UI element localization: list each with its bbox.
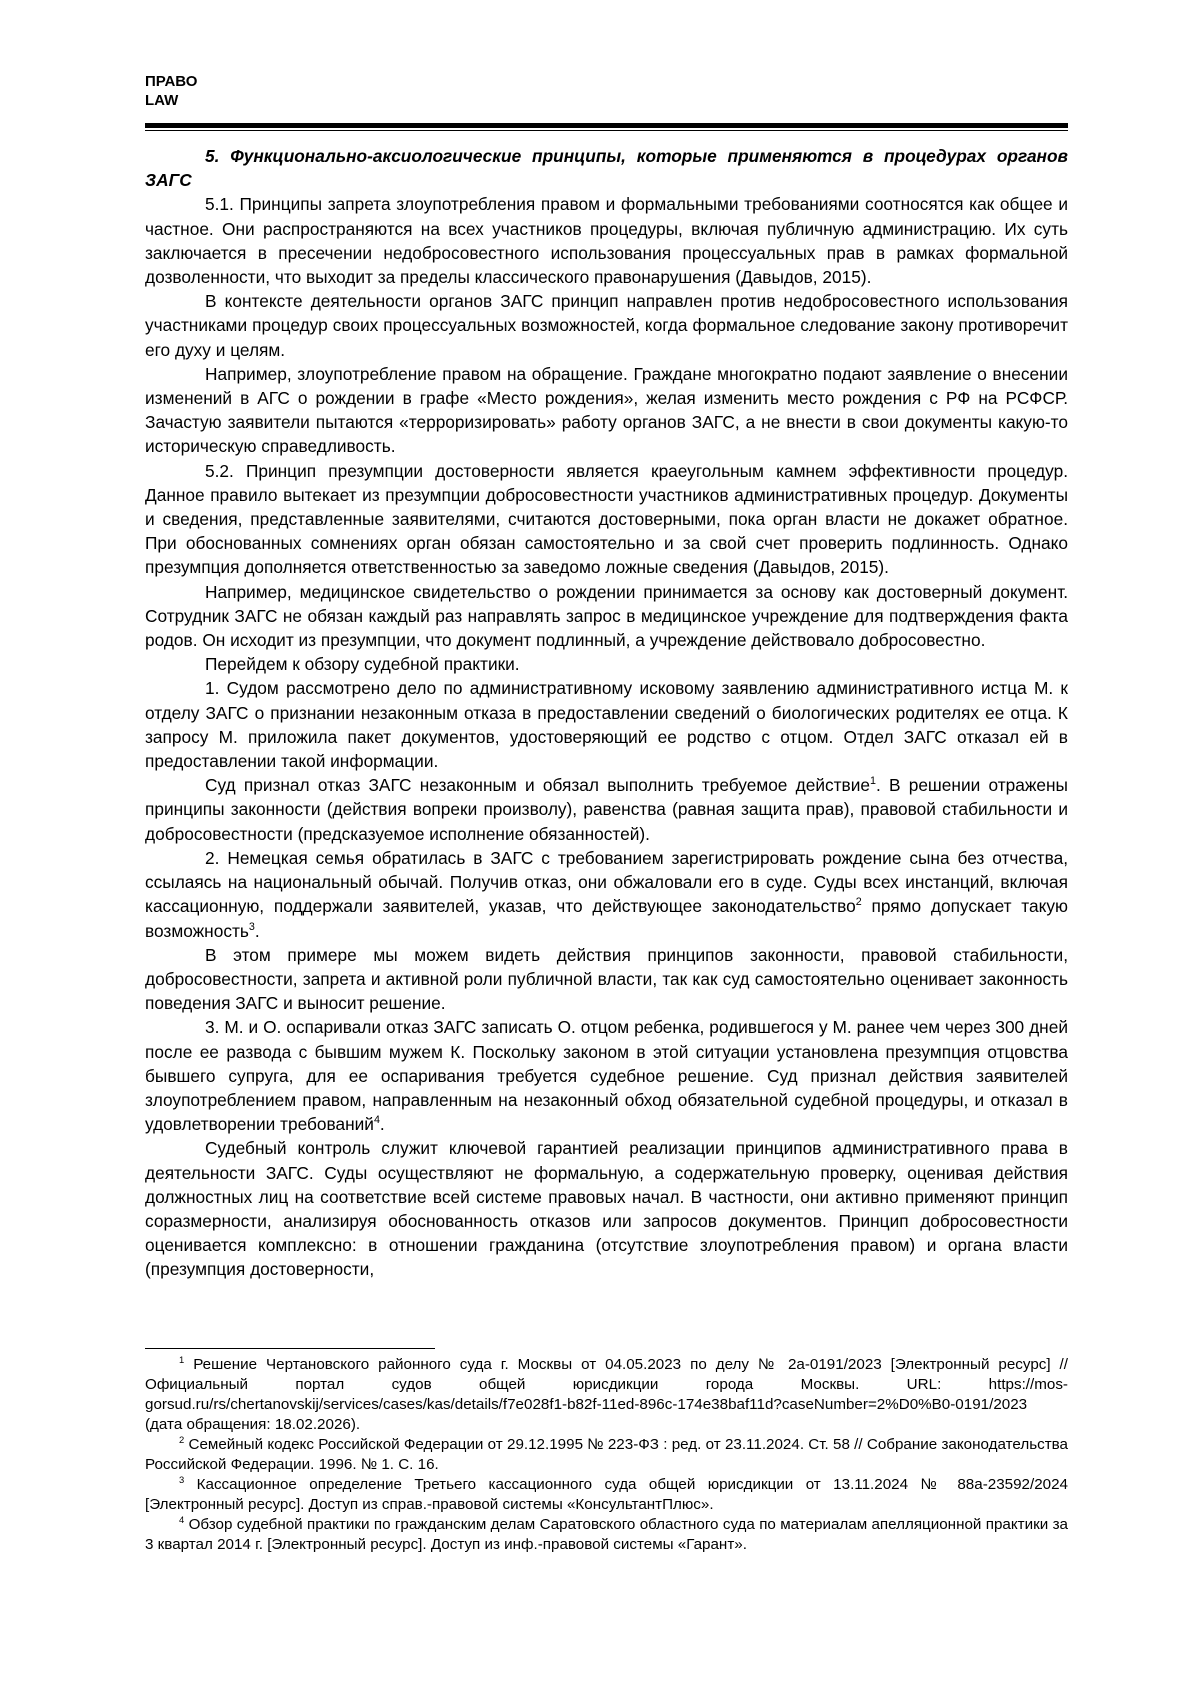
journal-header bbox=[145, 72, 197, 110]
header-rule-thick bbox=[145, 123, 1068, 128]
paragraph-text: 2. Немецкая семья обратилась в ЗАГС с требованием зарегистрировать рождение сына без отчества, ссылаясь на национальный обычай. Получив отказ, они обжаловали его в суде. Суды всех инстанций, включая кассационную, поддержали заявителей, указав, что действующее законодательство bbox=[145, 847, 1068, 917]
paragraph-text: . bbox=[379, 1114, 385, 1135]
footnote-ref[interactable]: 1 bbox=[869, 775, 876, 788]
footnote-text: Кассационное определение Третьего кассационного суда общей юрисдикции от 13.11.2024 № 88а-23592/2024 [Электронный ресурс]. Доступ из справ.-правовой системы «КонсультантПлюс». bbox=[145, 1476, 1068, 1513]
header-line-en: LAW bbox=[145, 92, 179, 109]
article-body bbox=[145, 144, 1068, 1282]
footnote-ref[interactable]: 2 bbox=[855, 896, 862, 909]
footnote-text: Обзор судебной практики по гражданским делам Саратовского областного суда по материалам апелляционной практики за 3 квартал 2014 г. [Электронный ресурс]. Доступ из инф.-правовой системы «Гарант». bbox=[145, 1516, 1068, 1553]
section-heading: 5. Функционально-аксиологические принципы, которые применяются в процедурах органов ЗАГС bbox=[145, 146, 1068, 191]
paragraph: 5.1. Принципы запрета злоупотребления правом и формальными требованиями соотносятся как общее и частное. Они распространяются на всех участников процедуры, включая публичную администрацию. Их суть заключается в пресечении недобросовестного использования процессуальных прав в рамках формальной дозволенности, что выходит за пределы классического правонарушения (Давыдов, 2015). bbox=[145, 194, 1068, 288]
footnote-text: Решение Чертановского районного суда г. Москвы от 04.05.2023 по делу № 2а-0191/2023 [Электронный ресурс] // Официальный портал судов общей юрисдикции города Москвы. URL: https://mos-gorsud.ru/rs/chertanovskij/services/cases/kas/details/f7e028f1-b82f-11ed-896c-174e38baf11d?caseNumber=2%D0%B0-0191/2023 (дата обращения: 18.02.2026). bbox=[145, 1356, 1068, 1433]
footnote bbox=[145, 1515, 1068, 1555]
paragraph-text: . bbox=[254, 920, 260, 941]
footnote-number: 4 bbox=[179, 1513, 185, 1525]
paragraph-text: . В решении отражены принципы законности (действия вопреки произволу), равенства (равная защита прав), правовой стабильности и добросовестности (предсказуемое исполнение обязанностей). bbox=[145, 775, 1068, 844]
paragraph-text: Суд признал отказ ЗАГС незаконным и обязал выполнить требуемое действие bbox=[205, 775, 870, 796]
footnote bbox=[145, 1435, 1068, 1475]
paragraph bbox=[145, 1015, 1068, 1136]
paragraph: Например, медицинское свидетельство о рождении принимается за основу как достоверный документ. Сотрудник ЗАГС не обязан каждый раз направлять запрос в медицинское учреждение для подтверждения факта родов. Он исходит из презумпции, что документ подлинный, а учреждение действовало добросовестно. bbox=[145, 581, 1068, 651]
footnote-number: 1 bbox=[179, 1353, 185, 1365]
paragraph: Перейдем к обзору судебной практики. bbox=[205, 654, 520, 675]
paragraph: В контексте деятельности органов ЗАГС принцип направлен против недобросовестного использования участниками процедур своих процессуальных возможностей, когда формальное следование закону противоречит его духу и целям. bbox=[145, 291, 1068, 360]
footnote-ref[interactable]: 3 bbox=[248, 920, 255, 933]
footnote-number: 2 bbox=[179, 1433, 185, 1445]
footnote-ref[interactable]: 4 bbox=[373, 1114, 380, 1127]
footnote bbox=[145, 1475, 1068, 1515]
paragraph-text: прямо допускает такую возможность bbox=[145, 896, 1068, 941]
footnote-separator bbox=[145, 1348, 435, 1349]
paragraph-text: 3. М. и О. оспаривали отказ ЗАГС записать О. отцом ребенка, родившегося у М. ранее чем через 300 дней после ее развода с бывшим мужем К. Поскольку законом в этой ситуации установлена презумпция отцовства бывшего супруга, для ее оспаривания требуется судебное решение. Суд признал действия заявителей злоупотреблением правом, направленным на незаконный обход обязательной судебной процедуры, и отказал в удовлетворении требований bbox=[145, 1017, 1068, 1135]
paragraph: Судебный контроль служит ключевой гарантией реализации принципов административного права в деятельности ЗАГС. Суды осуществляют не формальную, а содержательную проверку, оценивая действия должностных лиц на соответствие всей системе правовых начал. В частности, они активно применяют принцип соразмерности, анализируя обоснованность отказов или запросов документов. Принцип добросовестности оценивается комплексно: в отношении гражданина (отсутствие злоупотребления правом) и органа власти (презумпция достоверности, bbox=[145, 1138, 1068, 1280]
paragraph: 1. Судом рассмотрено дело по административному исковому заявлению административного истца М. к отделу ЗАГС о признании незаконным отказа в предоставлении сведений о биологических родителях ее отца. К запросу М. приложила пакет документов, удостоверяющий ее родство с отцом. Отдел ЗАГС отказал ей в предоставлении такой информации. bbox=[145, 678, 1068, 772]
paragraph: Например, злоупотребление правом на обращение. Граждане многократно подают заявление о внесении изменений в АГС о рождении в графе «Место рождения», желая изменить место рождения с РФ на РСФСР. Зачастую заявители пытаются «терроризировать» работу органов ЗАГС, а не внести в свои документы какую-то историческую справедливость. bbox=[145, 363, 1068, 457]
footnotes bbox=[145, 1355, 1068, 1555]
header-line-ru: ПРАВО bbox=[145, 73, 198, 90]
paragraph: 5.2. Принцип презумпции достоверности является краеугольным камнем эффективности процедур. Данное правило вытекает из презумпции добросовестности участников административных процедур. Документы и сведения, представленные заявителями, считаются достоверными, пока орган власти не докажет обратное. При обоснованных сомнениях орган обязан самостоятельно и за свой счет проверить подлинность. Однако презумпция дополняется ответственностью за заведомо ложные сведения (Давыдов, 2015). bbox=[145, 460, 1068, 578]
footnote-number: 3 bbox=[179, 1473, 185, 1485]
paragraph bbox=[145, 846, 1068, 943]
footnote-text: Семейный кодекс Российской Федерации от 29.12.1995 № 223-ФЗ : ред. от 23.11.2024. Ст. 58 // Собрание законодательства Российской Федерации. 1996. № 1. С. 16. bbox=[145, 1436, 1068, 1473]
footnote bbox=[145, 1355, 1068, 1435]
paragraph bbox=[145, 773, 1068, 846]
header-rule-thin bbox=[145, 130, 1068, 131]
paragraph: В этом примере мы можем видеть действия принципов законности, правовой стабильности, добросовестности, запрета и активной роли публичной власти, так как суд самостоятельно оценивает законность поведения ЗАГС и выносит решение. bbox=[145, 944, 1068, 1014]
